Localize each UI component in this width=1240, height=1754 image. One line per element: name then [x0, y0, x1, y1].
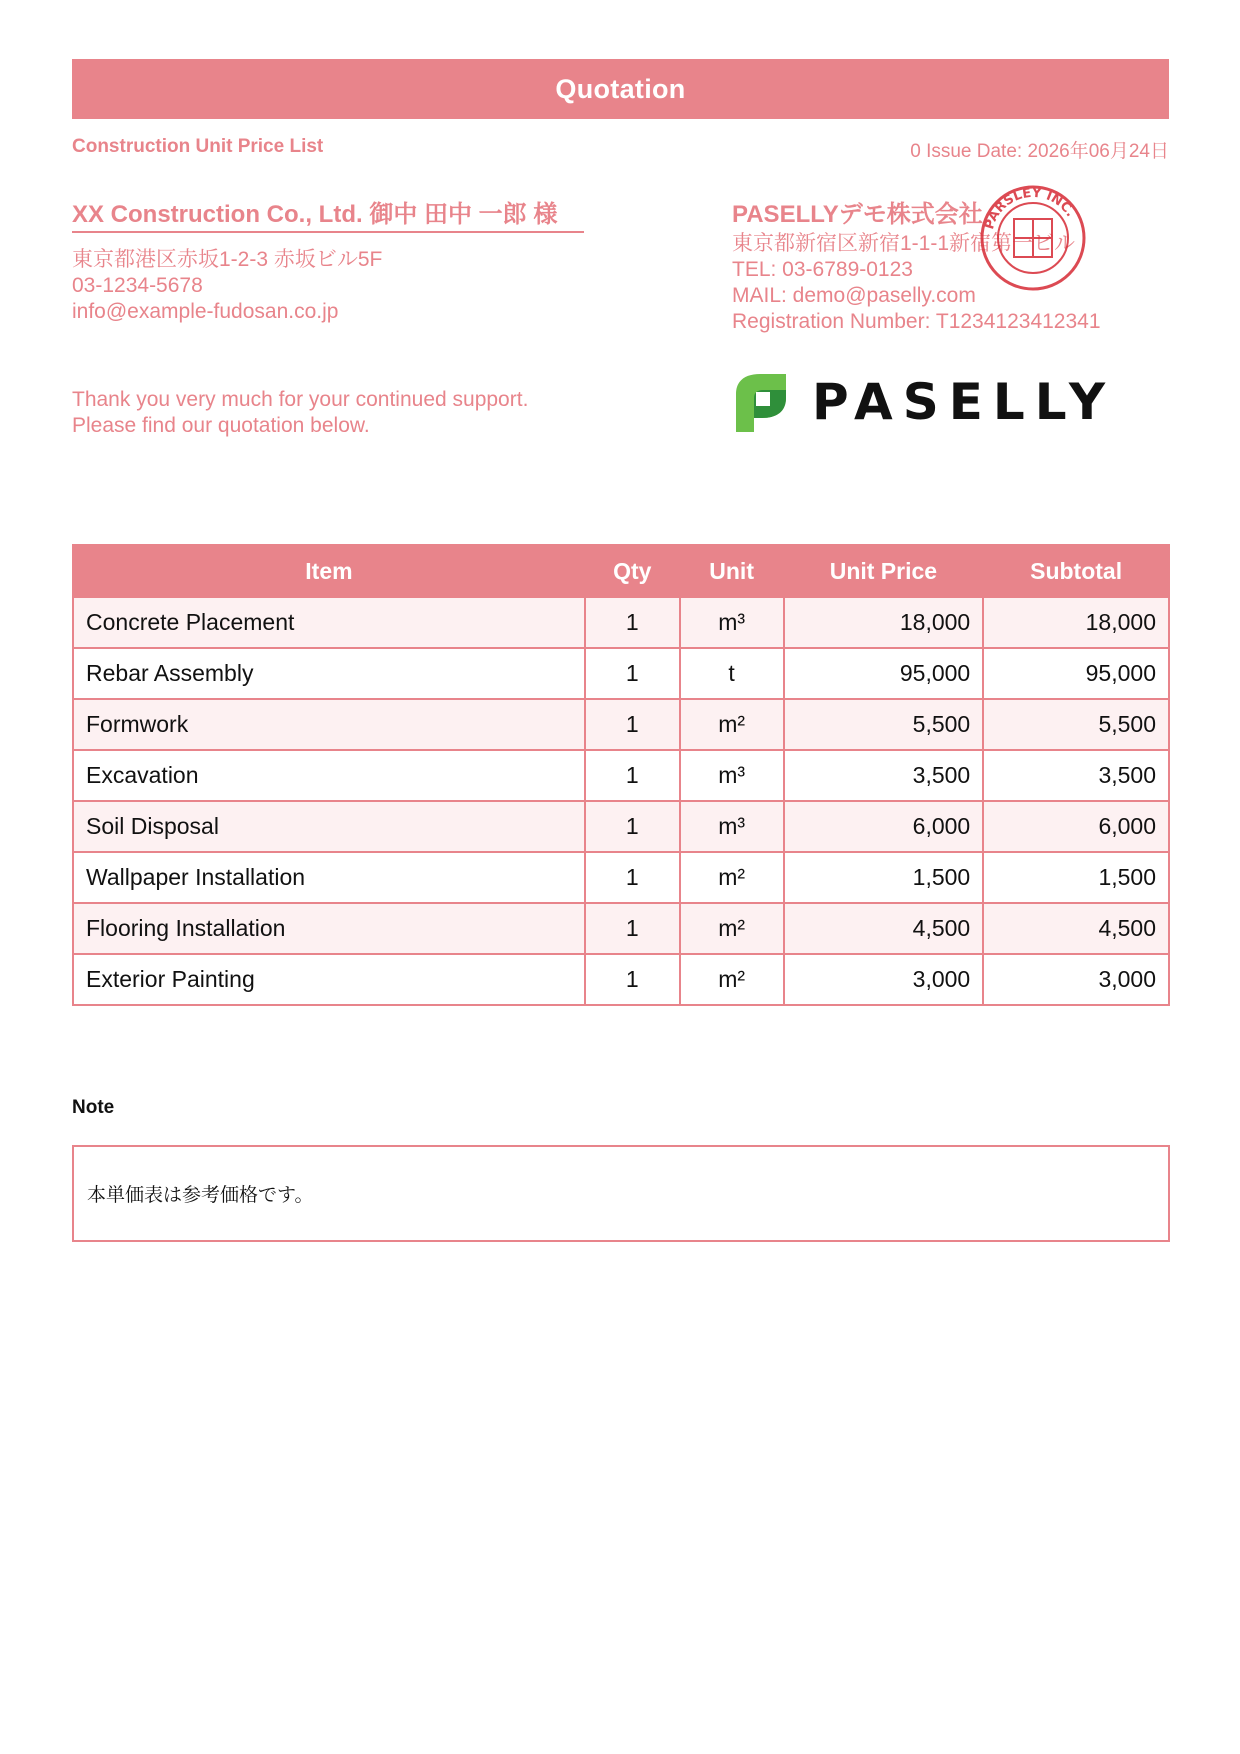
cell-qty: 1: [585, 801, 680, 852]
issuer-name: PASELLYデモ株式会社: [732, 201, 983, 228]
cell-item: Wallpaper Installation: [73, 852, 585, 903]
cell-subtotal: 5,500: [983, 699, 1169, 750]
greeting: [72, 387, 584, 439]
cell-subtotal: 4,500: [983, 903, 1169, 954]
greeting-line-2: Please find our quotation below.: [72, 414, 370, 437]
cell-qty: 1: [585, 597, 680, 648]
company-seal-stamp: [978, 183, 1088, 293]
client-tel: 03-1234-5678: [72, 274, 203, 297]
client-address: 東京都港区赤坂1-2-3 赤坂ビル5F: [72, 248, 383, 271]
cell-item: Exterior Painting: [73, 954, 585, 1005]
cell-unit: m³: [680, 801, 784, 852]
header-unit: Unit: [680, 545, 784, 597]
cell-item: Soil Disposal: [73, 801, 585, 852]
table-row: [73, 954, 1169, 1005]
cell-qty: 1: [585, 699, 680, 750]
cell-unit-price: 95,000: [784, 648, 984, 699]
subtitle-row: [72, 136, 1169, 163]
cell-unit-price: 3,500: [784, 750, 984, 801]
issuer-address: 東京都新宿区新宿1-1-1新宿第一ビル: [732, 232, 1076, 255]
table-row: [73, 801, 1169, 852]
cell-unit: m³: [680, 750, 784, 801]
table-row: [73, 750, 1169, 801]
cell-qty: 1: [585, 852, 680, 903]
issuer-contact: [732, 231, 1169, 335]
document-subtitle: Construction Unit Price List: [72, 136, 324, 157]
note-label: Note: [72, 1097, 115, 1118]
cell-unit-price: 18,000: [784, 597, 984, 648]
table-row: [73, 699, 1169, 750]
cell-unit: m³: [680, 597, 784, 648]
header-subtotal: Subtotal: [983, 545, 1169, 597]
cell-unit: m²: [680, 903, 784, 954]
logo-wordmark: PASELLY: [812, 373, 1116, 431]
title-bar: [72, 59, 1169, 119]
cell-unit-price: 4,500: [784, 903, 984, 954]
greeting-line-1: Thank you very much for your continued support.: [72, 388, 529, 411]
cell-unit: m²: [680, 699, 784, 750]
table-row: [73, 852, 1169, 903]
cell-subtotal: 6,000: [983, 801, 1169, 852]
cell-subtotal: 1,500: [983, 852, 1169, 903]
cell-subtotal: 95,000: [983, 648, 1169, 699]
client-email: info@example-fudosan.co.jp: [72, 300, 339, 323]
issue-date: 0 Issue Date: 2026年06月24日: [910, 141, 1169, 162]
issuer-block: [732, 201, 1169, 335]
cell-qty: 1: [585, 648, 680, 699]
document-title: Quotation: [555, 73, 686, 104]
price-table: [72, 544, 1170, 1006]
cell-unit-price: 5,500: [784, 699, 984, 750]
issuer-tel: TEL: 03-6789-0123: [732, 258, 913, 281]
table-row: [73, 903, 1169, 954]
table-row: [73, 648, 1169, 699]
note-text: 本単価表は参考価格です。: [87, 1185, 314, 1206]
cell-item: Rebar Assembly: [73, 648, 585, 699]
cell-subtotal: 18,000: [983, 597, 1169, 648]
cell-subtotal: 3,500: [983, 750, 1169, 801]
client-block: [72, 201, 584, 439]
cell-unit: m²: [680, 852, 784, 903]
cell-unit: m²: [680, 954, 784, 1005]
table-row: [73, 597, 1169, 648]
cell-unit-price: 3,000: [784, 954, 984, 1005]
header-item: Item: [73, 545, 585, 597]
cell-unit: t: [680, 648, 784, 699]
note-box: [72, 1145, 1170, 1242]
table-header-row: [73, 545, 1169, 597]
cell-item: Flooring Installation: [73, 903, 585, 954]
svg-text:PARSLEY INC.: [982, 186, 1078, 231]
cell-qty: 1: [585, 903, 680, 954]
header-qty: Qty: [585, 545, 680, 597]
client-name: XX Construction Co., Ltd. 御中 田中 一郎 様: [72, 201, 584, 233]
header-unit-price: Unit Price: [784, 545, 984, 597]
company-logo: [732, 367, 1115, 437]
cell-item: Concrete Placement: [73, 597, 585, 648]
cell-item: Formwork: [73, 699, 585, 750]
client-contact: [72, 247, 584, 325]
cell-subtotal: 3,000: [983, 954, 1169, 1005]
cell-qty: 1: [585, 954, 680, 1005]
cell-qty: 1: [585, 750, 680, 801]
cell-unit-price: 1,500: [784, 852, 984, 903]
issuer-registration: Registration Number: T1234123412341: [732, 310, 1101, 333]
cell-item: Excavation: [73, 750, 585, 801]
seal-text: PARSLEY INC.: [982, 185, 1078, 232]
cell-unit-price: 6,000: [784, 801, 984, 852]
issuer-mail: MAIL: demo@paselly.com: [732, 284, 976, 307]
leaf-logo-icon: [732, 372, 790, 432]
